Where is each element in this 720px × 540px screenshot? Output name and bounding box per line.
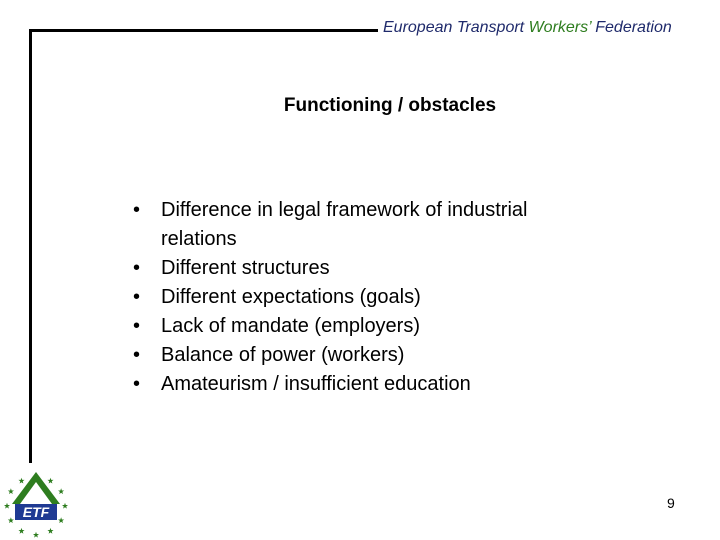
bullet-item [130, 196, 550, 254]
bullet-text: Difference in legal framework of industrial relations [161, 199, 528, 250]
star-icon [8, 517, 14, 523]
bullet-dot: • [133, 344, 141, 366]
bullet-text: Lack of mandate (employers) [161, 315, 421, 337]
header-text-part1: European Transport [383, 19, 529, 36]
star-icon [18, 478, 24, 484]
bullet-text: Different expectations (goals) [161, 286, 421, 308]
star-icon [58, 517, 64, 523]
star-icon [4, 503, 10, 509]
bullet-dot: • [133, 373, 141, 395]
bullet-dot: • [133, 286, 141, 308]
bullet-item [130, 283, 550, 312]
bullet-list [130, 196, 550, 399]
star-icon [33, 532, 39, 538]
bullet-dot: • [133, 315, 141, 337]
bullet-text: Amateurism / insufficient education [161, 373, 471, 395]
slide-title: Functioning / obstacles [283, 95, 497, 116]
bullet-item [130, 370, 550, 399]
header-rule [31, 29, 378, 32]
star-icon [62, 503, 68, 509]
bullet-text: Different structures [161, 257, 330, 279]
star-icon [8, 488, 14, 494]
logo-text: ETF [22, 504, 50, 520]
bullet-dot: • [133, 257, 141, 279]
header-text-part2: Workers’ [528, 19, 591, 36]
star-icon [58, 488, 64, 494]
bullet-item [130, 312, 550, 341]
star-icon [47, 528, 53, 534]
bullet-dot: • [133, 199, 141, 221]
star-icon [18, 528, 24, 534]
bullet-text: Balance of power (workers) [161, 344, 405, 366]
organization-header [383, 18, 672, 38]
bullet-item [130, 341, 550, 370]
header-text-part3: Federation [590, 19, 672, 36]
star-icon [47, 478, 53, 484]
page-number: 9 [667, 495, 675, 511]
etf-logo-icon [2, 466, 70, 540]
bullet-item [130, 254, 550, 283]
